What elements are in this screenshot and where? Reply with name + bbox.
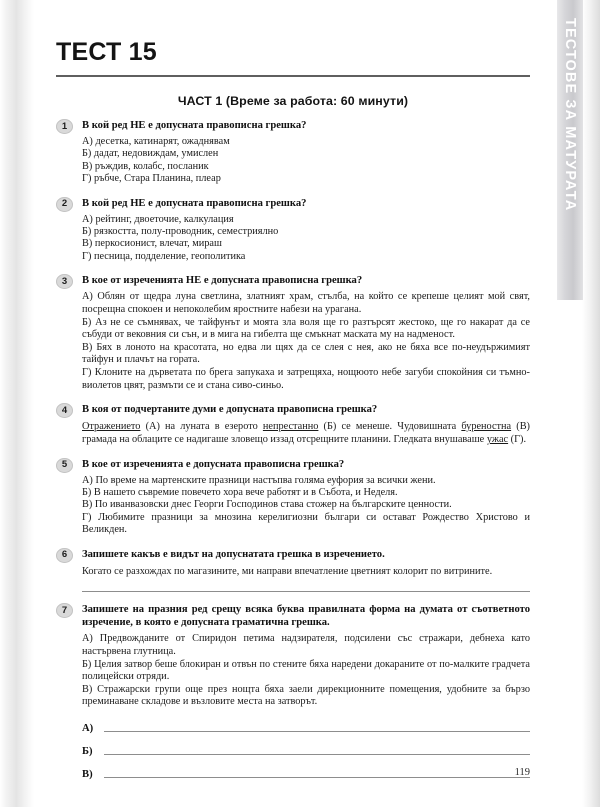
passage-text: (Б) се менеше. Чудовишната <box>318 421 462 432</box>
question-options <box>82 633 530 708</box>
question-1 <box>56 119 530 186</box>
blank-write-line[interactable] <box>104 777 530 778</box>
question-4 <box>56 403 530 447</box>
question-stem: В коя от подчертаните думи е допусната правописна грешка? <box>82 404 378 415</box>
question-6 <box>56 548 530 593</box>
option-item[interactable]: А) По време на мартенските празници настъпва голяма еуфория за всички жени. <box>82 474 436 486</box>
question-2 <box>56 197 530 264</box>
question-options <box>82 291 530 392</box>
option-item[interactable]: В) Бях в лоното на красотата, но едва ли щях да се слея с нея, ако не бяха все по-неудържимият тайфун и плачът на гората. <box>82 341 530 366</box>
blank-letter: Б) <box>82 745 93 757</box>
option-item[interactable]: В) перкосионист, влечат, мираш <box>82 238 222 250</box>
option-item[interactable]: В) По иванвазовски днес Георги Господинов става стожер на българските ценности. <box>82 499 452 511</box>
underlined-word[interactable]: непрестанно <box>262 421 319 432</box>
option-item[interactable]: В) Стражарски групи още през нощта бяха заели дирекционните помещения, удобните за бързо преминаване складове и възловите места на затворът. <box>82 684 530 708</box>
page-number: 119 <box>514 767 530 778</box>
option-item[interactable]: А) рейтинг, двоеточие, калкулация <box>82 213 234 225</box>
option-item[interactable]: Б) Целия затвор беше блокиран и отвън по стените бяха наредени докараните от по-малките градчета полицейски отряди. <box>82 658 530 683</box>
question-stem: В кое от изреченията е допусната правописна грешка? <box>82 458 345 470</box>
answer-blank-line[interactable] <box>82 591 530 592</box>
question-7 <box>56 603 530 779</box>
page-title: ТЕСТ 15 <box>56 38 157 66</box>
question-options <box>82 136 530 186</box>
question-options <box>82 214 530 264</box>
passage-text: (Г). <box>508 433 527 445</box>
underlined-word[interactable]: Отражението <box>82 421 141 432</box>
answer-blank-row <box>82 746 530 757</box>
option-item[interactable]: Б) рязкостта, полу-проводник, семестриялно <box>82 226 279 238</box>
blank-letter: В) <box>82 768 93 780</box>
passage-text: (А) на луната в езерото <box>140 421 263 432</box>
option-item[interactable]: Г) Любимите празници за мнозина керелигиозни българи си остават Рождество Христово и Великден. <box>82 511 530 536</box>
question-stem: Запишете на празния ред срещу всяка буква правилната форма на думата от съответното изречение, в която е допусната граматична грешка. <box>82 604 530 629</box>
question-3 <box>56 274 530 392</box>
option-item[interactable]: Г) ръбче, Стара Планина, плеар <box>82 173 221 185</box>
question-stem: В кое от изреченията НЕ е допусната правописна грешка? <box>82 275 363 287</box>
question-passage <box>82 421 530 447</box>
option-item[interactable]: Б) В нашето съвремие повечето хора вече работят и в Събота, и Неделя. <box>82 487 398 498</box>
part-header: ЧАСТ 1 (Време за работа: 60 минути) <box>177 94 409 108</box>
question-number-badge: 5 <box>56 458 73 473</box>
option-item[interactable]: Б) Аз не се съмнявах, че тайфунът и моята зла воля ще го разтърсят жестоко, ще го накарат да се събуди от вековния си сън, и в мига на гибелта ще смъкнат маската му на надменост. <box>82 316 530 340</box>
answer-blank-row <box>82 769 530 780</box>
question-options <box>82 475 530 537</box>
question-stem: В кой ред НЕ е допусната правописна грешка? <box>82 197 307 209</box>
section-side-tab-label: ТЕСТОВЕ ЗА МАТУРАТА <box>562 18 578 212</box>
question-number-badge: 2 <box>56 197 73 212</box>
page-edge-shadow <box>582 0 600 807</box>
blank-write-line[interactable] <box>104 754 530 755</box>
question-number-badge: 1 <box>56 119 73 134</box>
blank-write-line[interactable] <box>104 731 530 732</box>
page-content <box>56 0 530 807</box>
title-divider <box>56 75 530 77</box>
question-passage: Когато се разхождах по магазините, ми направи впечатление цветният колорит по витрините. <box>82 565 493 577</box>
blank-letter: А) <box>82 722 94 734</box>
book-spine-shadow <box>0 0 34 807</box>
passage-text: (В) грамада на облаците се надигаше зловещо иззад отсрещните планини. Гледката внушаваше <box>82 421 530 445</box>
question-number-badge: 3 <box>56 274 73 289</box>
question-number-badge: 4 <box>56 403 73 418</box>
option-item[interactable]: А) Предвожданите от Спиридон петима надзирателя, подсилени със стражари, дебнеха като настървена глутница. <box>82 633 530 657</box>
question-5 <box>56 458 530 537</box>
option-item[interactable]: Г) Клоните на дърветата по брега запукаха и затрещяха, нощюото небе загуби спокойния си тъмно-виолетов цвят, размъти се и стана сиво-синьо. <box>82 367 530 391</box>
question-stem: Запишете какъв е видът на допуснатата грешка в изречението. <box>82 548 385 560</box>
answer-blanks <box>82 723 530 780</box>
underlined-word[interactable]: буреностна <box>461 421 512 432</box>
section-side-tab <box>557 0 583 300</box>
option-item[interactable]: Б) дадат, недовиждам, умислен <box>82 148 219 160</box>
option-item[interactable]: А) десетка, катинарят, ожаднявам <box>82 136 230 147</box>
underlined-word[interactable]: ужас <box>486 433 509 445</box>
question-number-badge: 7 <box>56 603 73 618</box>
option-item[interactable]: А) Облян от щедра луна светлина, златният храм, стълба, на който се крепеше целият мой свят, посрещна спокоен и непоколебим яростните набези на урагана. <box>82 291 530 315</box>
option-item[interactable]: Г) песница, подделение, геополитика <box>82 250 246 262</box>
answer-blank-row <box>82 723 530 734</box>
question-stem: В кой ред НЕ е допусната правописна грешка? <box>82 120 307 131</box>
option-item[interactable]: В) ръждив, колабс, посланик <box>82 160 209 172</box>
question-number-badge: 6 <box>56 548 73 563</box>
